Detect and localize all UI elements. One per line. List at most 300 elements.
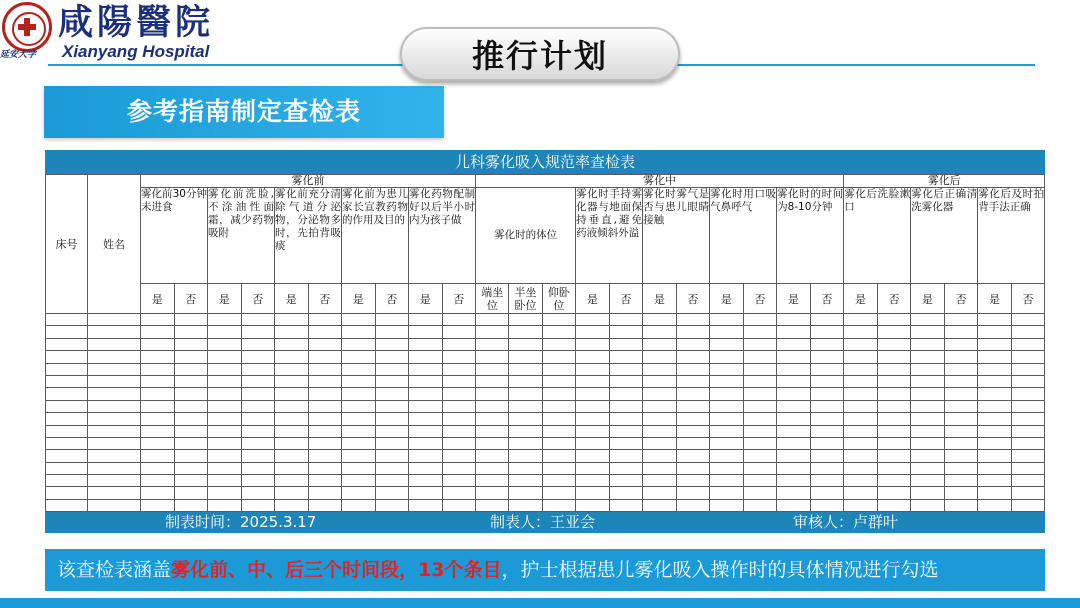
check-cell[interactable]: [509, 475, 542, 487]
check-cell[interactable]: [810, 413, 844, 425]
check-cell[interactable]: [944, 499, 978, 511]
check-cell[interactable]: [844, 450, 878, 462]
check-cell[interactable]: [944, 475, 978, 487]
check-cell[interactable]: [710, 388, 744, 400]
check-cell[interactable]: [643, 462, 677, 474]
check-cell[interactable]: [844, 499, 878, 511]
check-cell[interactable]: [609, 388, 643, 400]
check-cell[interactable]: [542, 338, 575, 350]
check-cell[interactable]: [877, 487, 911, 499]
check-cell[interactable]: [46, 388, 88, 400]
check-cell[interactable]: [844, 314, 878, 326]
check-cell[interactable]: [609, 314, 643, 326]
check-cell[interactable]: [46, 314, 88, 326]
check-cell[interactable]: [777, 462, 811, 474]
check-cell[interactable]: [810, 375, 844, 387]
check-cell[interactable]: [241, 363, 275, 375]
check-cell[interactable]: [1011, 487, 1045, 499]
check-cell[interactable]: [409, 326, 443, 338]
check-cell[interactable]: [241, 338, 275, 350]
check-cell[interactable]: [911, 375, 945, 387]
check-cell[interactable]: [643, 425, 677, 437]
check-cell[interactable]: [342, 425, 376, 437]
check-cell[interactable]: [877, 499, 911, 511]
check-cell[interactable]: [208, 363, 242, 375]
check-cell[interactable]: [777, 487, 811, 499]
check-cell[interactable]: [375, 487, 409, 499]
check-cell[interactable]: [944, 437, 978, 449]
check-cell[interactable]: [208, 351, 242, 363]
check-cell[interactable]: [944, 450, 978, 462]
check-cell[interactable]: [978, 425, 1012, 437]
check-cell[interactable]: [1011, 363, 1045, 375]
check-cell[interactable]: [275, 314, 309, 326]
check-cell[interactable]: [308, 388, 342, 400]
check-cell[interactable]: [141, 450, 175, 462]
check-cell[interactable]: [710, 413, 744, 425]
check-cell[interactable]: [46, 413, 88, 425]
check-cell[interactable]: [609, 462, 643, 474]
check-cell[interactable]: [241, 351, 275, 363]
check-cell[interactable]: [375, 475, 409, 487]
check-cell[interactable]: [208, 326, 242, 338]
check-cell[interactable]: [609, 400, 643, 412]
check-cell[interactable]: [141, 326, 175, 338]
check-cell[interactable]: [1011, 437, 1045, 449]
check-cell[interactable]: [676, 487, 710, 499]
check-cell[interactable]: [810, 400, 844, 412]
check-cell[interactable]: [676, 425, 710, 437]
check-cell[interactable]: [911, 314, 945, 326]
check-cell[interactable]: [88, 338, 141, 350]
check-cell[interactable]: [542, 326, 575, 338]
check-cell[interactable]: [375, 363, 409, 375]
check-cell[interactable]: [375, 425, 409, 437]
check-cell[interactable]: [509, 314, 542, 326]
check-cell[interactable]: [542, 437, 575, 449]
check-cell[interactable]: [88, 450, 141, 462]
check-cell[interactable]: [609, 375, 643, 387]
check-cell[interactable]: [609, 499, 643, 511]
check-cell[interactable]: [375, 314, 409, 326]
check-cell[interactable]: [46, 375, 88, 387]
check-cell[interactable]: [609, 425, 643, 437]
check-cell[interactable]: [308, 363, 342, 375]
check-cell[interactable]: [46, 351, 88, 363]
check-cell[interactable]: [342, 413, 376, 425]
check-cell[interactable]: [643, 314, 677, 326]
check-cell[interactable]: [777, 388, 811, 400]
check-cell[interactable]: [1011, 338, 1045, 350]
check-cell[interactable]: [241, 413, 275, 425]
check-cell[interactable]: [777, 475, 811, 487]
check-cell[interactable]: [241, 326, 275, 338]
check-cell[interactable]: [978, 375, 1012, 387]
check-cell[interactable]: [743, 487, 777, 499]
check-cell[interactable]: [342, 450, 376, 462]
check-cell[interactable]: [342, 487, 376, 499]
check-cell[interactable]: [509, 462, 542, 474]
check-cell[interactable]: [308, 326, 342, 338]
check-cell[interactable]: [643, 326, 677, 338]
check-cell[interactable]: [275, 363, 309, 375]
check-cell[interactable]: [643, 351, 677, 363]
check-cell[interactable]: [877, 338, 911, 350]
check-cell[interactable]: [275, 338, 309, 350]
check-cell[interactable]: [409, 437, 443, 449]
check-cell[interactable]: [844, 475, 878, 487]
check-cell[interactable]: [241, 375, 275, 387]
check-cell[interactable]: [275, 400, 309, 412]
check-cell[interactable]: [743, 462, 777, 474]
check-cell[interactable]: [609, 475, 643, 487]
check-cell[interactable]: [442, 462, 476, 474]
check-cell[interactable]: [375, 413, 409, 425]
check-cell[interactable]: [877, 425, 911, 437]
check-cell[interactable]: [542, 363, 575, 375]
check-cell[interactable]: [476, 475, 509, 487]
check-cell[interactable]: [810, 338, 844, 350]
check-cell[interactable]: [710, 462, 744, 474]
check-cell[interactable]: [676, 388, 710, 400]
check-cell[interactable]: [1011, 462, 1045, 474]
check-cell[interactable]: [911, 363, 945, 375]
check-cell[interactable]: [710, 338, 744, 350]
check-cell[interactable]: [1011, 499, 1045, 511]
check-cell[interactable]: [275, 487, 309, 499]
check-cell[interactable]: [542, 388, 575, 400]
check-cell[interactable]: [375, 388, 409, 400]
check-cell[interactable]: [174, 450, 208, 462]
check-cell[interactable]: [275, 462, 309, 474]
check-cell[interactable]: [844, 375, 878, 387]
check-cell[interactable]: [710, 351, 744, 363]
check-cell[interactable]: [1011, 314, 1045, 326]
check-cell[interactable]: [542, 462, 575, 474]
check-cell[interactable]: [609, 450, 643, 462]
check-cell[interactable]: [275, 450, 309, 462]
check-cell[interactable]: [141, 363, 175, 375]
check-cell[interactable]: [88, 475, 141, 487]
check-cell[interactable]: [476, 363, 509, 375]
check-cell[interactable]: [409, 487, 443, 499]
check-cell[interactable]: [476, 400, 509, 412]
check-cell[interactable]: [308, 499, 342, 511]
check-cell[interactable]: [643, 388, 677, 400]
check-cell[interactable]: [141, 475, 175, 487]
check-cell[interactable]: [442, 450, 476, 462]
check-cell[interactable]: [88, 314, 141, 326]
check-cell[interactable]: [141, 338, 175, 350]
check-cell[interactable]: [542, 499, 575, 511]
check-cell[interactable]: [944, 314, 978, 326]
check-cell[interactable]: [877, 450, 911, 462]
check-cell[interactable]: [375, 351, 409, 363]
check-cell[interactable]: [476, 351, 509, 363]
check-cell[interactable]: [542, 314, 575, 326]
check-cell[interactable]: [375, 499, 409, 511]
check-cell[interactable]: [241, 475, 275, 487]
check-cell[interactable]: [810, 363, 844, 375]
check-cell[interactable]: [743, 314, 777, 326]
check-cell[interactable]: [911, 388, 945, 400]
check-cell[interactable]: [844, 487, 878, 499]
check-cell[interactable]: [241, 388, 275, 400]
check-cell[interactable]: [88, 487, 141, 499]
check-cell[interactable]: [542, 400, 575, 412]
check-cell[interactable]: [810, 450, 844, 462]
check-cell[interactable]: [944, 326, 978, 338]
check-cell[interactable]: [609, 487, 643, 499]
check-cell[interactable]: [509, 437, 542, 449]
check-cell[interactable]: [777, 437, 811, 449]
check-cell[interactable]: [275, 351, 309, 363]
check-cell[interactable]: [911, 326, 945, 338]
check-cell[interactable]: [1011, 375, 1045, 387]
check-cell[interactable]: [944, 338, 978, 350]
check-cell[interactable]: [308, 375, 342, 387]
check-cell[interactable]: [208, 450, 242, 462]
check-cell[interactable]: [342, 375, 376, 387]
check-cell[interactable]: [442, 487, 476, 499]
check-cell[interactable]: [409, 314, 443, 326]
check-cell[interactable]: [877, 351, 911, 363]
check-cell[interactable]: [978, 351, 1012, 363]
check-cell[interactable]: [676, 363, 710, 375]
check-cell[interactable]: [275, 475, 309, 487]
check-cell[interactable]: [442, 314, 476, 326]
check-cell[interactable]: [710, 487, 744, 499]
check-cell[interactable]: [409, 388, 443, 400]
check-cell[interactable]: [375, 326, 409, 338]
check-cell[interactable]: [275, 375, 309, 387]
check-cell[interactable]: [710, 363, 744, 375]
check-cell[interactable]: [46, 338, 88, 350]
check-cell[interactable]: [174, 475, 208, 487]
check-cell[interactable]: [643, 413, 677, 425]
check-cell[interactable]: [944, 363, 978, 375]
check-cell[interactable]: [442, 475, 476, 487]
check-cell[interactable]: [241, 462, 275, 474]
check-cell[interactable]: [676, 499, 710, 511]
check-cell[interactable]: [978, 338, 1012, 350]
check-cell[interactable]: [676, 450, 710, 462]
check-cell[interactable]: [342, 351, 376, 363]
check-cell[interactable]: [208, 413, 242, 425]
check-cell[interactable]: [609, 363, 643, 375]
check-cell[interactable]: [576, 487, 610, 499]
check-cell[interactable]: [710, 425, 744, 437]
check-cell[interactable]: [743, 437, 777, 449]
check-cell[interactable]: [208, 499, 242, 511]
check-cell[interactable]: [476, 462, 509, 474]
check-cell[interactable]: [1011, 450, 1045, 462]
check-cell[interactable]: [174, 413, 208, 425]
check-cell[interactable]: [308, 437, 342, 449]
check-cell[interactable]: [509, 400, 542, 412]
check-cell[interactable]: [174, 338, 208, 350]
check-cell[interactable]: [208, 400, 242, 412]
check-cell[interactable]: [342, 363, 376, 375]
check-cell[interactable]: [442, 425, 476, 437]
check-cell[interactable]: [174, 326, 208, 338]
check-cell[interactable]: [141, 400, 175, 412]
check-cell[interactable]: [978, 388, 1012, 400]
check-cell[interactable]: [877, 326, 911, 338]
check-cell[interactable]: [643, 400, 677, 412]
check-cell[interactable]: [710, 314, 744, 326]
check-cell[interactable]: [241, 400, 275, 412]
check-cell[interactable]: [476, 338, 509, 350]
check-cell[interactable]: [676, 375, 710, 387]
check-cell[interactable]: [576, 375, 610, 387]
check-cell[interactable]: [208, 375, 242, 387]
check-cell[interactable]: [141, 351, 175, 363]
check-cell[interactable]: [409, 351, 443, 363]
check-cell[interactable]: [308, 351, 342, 363]
check-cell[interactable]: [911, 475, 945, 487]
check-cell[interactable]: [141, 462, 175, 474]
check-cell[interactable]: [676, 413, 710, 425]
check-cell[interactable]: [944, 388, 978, 400]
check-cell[interactable]: [409, 462, 443, 474]
check-cell[interactable]: [241, 314, 275, 326]
check-cell[interactable]: [576, 462, 610, 474]
check-cell[interactable]: [911, 413, 945, 425]
check-cell[interactable]: [978, 499, 1012, 511]
check-cell[interactable]: [1011, 413, 1045, 425]
check-cell[interactable]: [476, 487, 509, 499]
check-cell[interactable]: [141, 499, 175, 511]
check-cell[interactable]: [911, 499, 945, 511]
check-cell[interactable]: [442, 437, 476, 449]
check-cell[interactable]: [944, 413, 978, 425]
check-cell[interactable]: [308, 413, 342, 425]
check-cell[interactable]: [810, 351, 844, 363]
check-cell[interactable]: [442, 499, 476, 511]
check-cell[interactable]: [676, 314, 710, 326]
check-cell[interactable]: [743, 363, 777, 375]
check-cell[interactable]: [911, 437, 945, 449]
check-cell[interactable]: [576, 314, 610, 326]
check-cell[interactable]: [509, 487, 542, 499]
check-cell[interactable]: [342, 338, 376, 350]
check-cell[interactable]: [88, 363, 141, 375]
check-cell[interactable]: [810, 462, 844, 474]
check-cell[interactable]: [542, 375, 575, 387]
check-cell[interactable]: [208, 475, 242, 487]
check-cell[interactable]: [174, 388, 208, 400]
check-cell[interactable]: [710, 499, 744, 511]
check-cell[interactable]: [777, 363, 811, 375]
check-cell[interactable]: [46, 425, 88, 437]
check-cell[interactable]: [308, 338, 342, 350]
check-cell[interactable]: [676, 326, 710, 338]
check-cell[interactable]: [609, 437, 643, 449]
check-cell[interactable]: [342, 499, 376, 511]
check-cell[interactable]: [208, 425, 242, 437]
check-cell[interactable]: [174, 487, 208, 499]
check-cell[interactable]: [46, 363, 88, 375]
check-cell[interactable]: [877, 437, 911, 449]
check-cell[interactable]: [141, 388, 175, 400]
check-cell[interactable]: [141, 487, 175, 499]
check-cell[interactable]: [944, 462, 978, 474]
check-cell[interactable]: [1011, 475, 1045, 487]
check-cell[interactable]: [978, 363, 1012, 375]
check-cell[interactable]: [844, 437, 878, 449]
check-cell[interactable]: [308, 400, 342, 412]
check-cell[interactable]: [46, 462, 88, 474]
check-cell[interactable]: [342, 462, 376, 474]
check-cell[interactable]: [810, 475, 844, 487]
check-cell[interactable]: [476, 388, 509, 400]
check-cell[interactable]: [978, 326, 1012, 338]
check-cell[interactable]: [442, 338, 476, 350]
check-cell[interactable]: [241, 487, 275, 499]
check-cell[interactable]: [342, 326, 376, 338]
check-cell[interactable]: [174, 499, 208, 511]
check-cell[interactable]: [676, 400, 710, 412]
check-cell[interactable]: [643, 499, 677, 511]
check-cell[interactable]: [375, 437, 409, 449]
check-cell[interactable]: [46, 487, 88, 499]
check-cell[interactable]: [442, 388, 476, 400]
check-cell[interactable]: [911, 450, 945, 462]
check-cell[interactable]: [944, 425, 978, 437]
check-cell[interactable]: [576, 326, 610, 338]
check-cell[interactable]: [676, 475, 710, 487]
check-cell[interactable]: [777, 425, 811, 437]
check-cell[interactable]: [46, 400, 88, 412]
check-cell[interactable]: [944, 351, 978, 363]
check-cell[interactable]: [576, 499, 610, 511]
check-cell[interactable]: [609, 413, 643, 425]
check-cell[interactable]: [978, 475, 1012, 487]
check-cell[interactable]: [810, 314, 844, 326]
check-cell[interactable]: [342, 400, 376, 412]
check-cell[interactable]: [88, 400, 141, 412]
check-cell[interactable]: [542, 425, 575, 437]
check-cell[interactable]: [141, 425, 175, 437]
check-cell[interactable]: [342, 314, 376, 326]
check-cell[interactable]: [877, 400, 911, 412]
check-cell[interactable]: [509, 351, 542, 363]
check-cell[interactable]: [442, 375, 476, 387]
check-cell[interactable]: [476, 314, 509, 326]
check-cell[interactable]: [844, 425, 878, 437]
check-cell[interactable]: [710, 475, 744, 487]
check-cell[interactable]: [911, 462, 945, 474]
check-cell[interactable]: [46, 475, 88, 487]
check-cell[interactable]: [743, 413, 777, 425]
check-cell[interactable]: [777, 400, 811, 412]
check-cell[interactable]: [944, 400, 978, 412]
check-cell[interactable]: [88, 437, 141, 449]
check-cell[interactable]: [46, 326, 88, 338]
check-cell[interactable]: [208, 388, 242, 400]
check-cell[interactable]: [576, 351, 610, 363]
check-cell[interactable]: [609, 326, 643, 338]
check-cell[interactable]: [174, 425, 208, 437]
check-cell[interactable]: [442, 363, 476, 375]
check-cell[interactable]: [509, 388, 542, 400]
check-cell[interactable]: [777, 314, 811, 326]
check-cell[interactable]: [777, 351, 811, 363]
check-cell[interactable]: [275, 499, 309, 511]
check-cell[interactable]: [978, 450, 1012, 462]
check-cell[interactable]: [844, 400, 878, 412]
